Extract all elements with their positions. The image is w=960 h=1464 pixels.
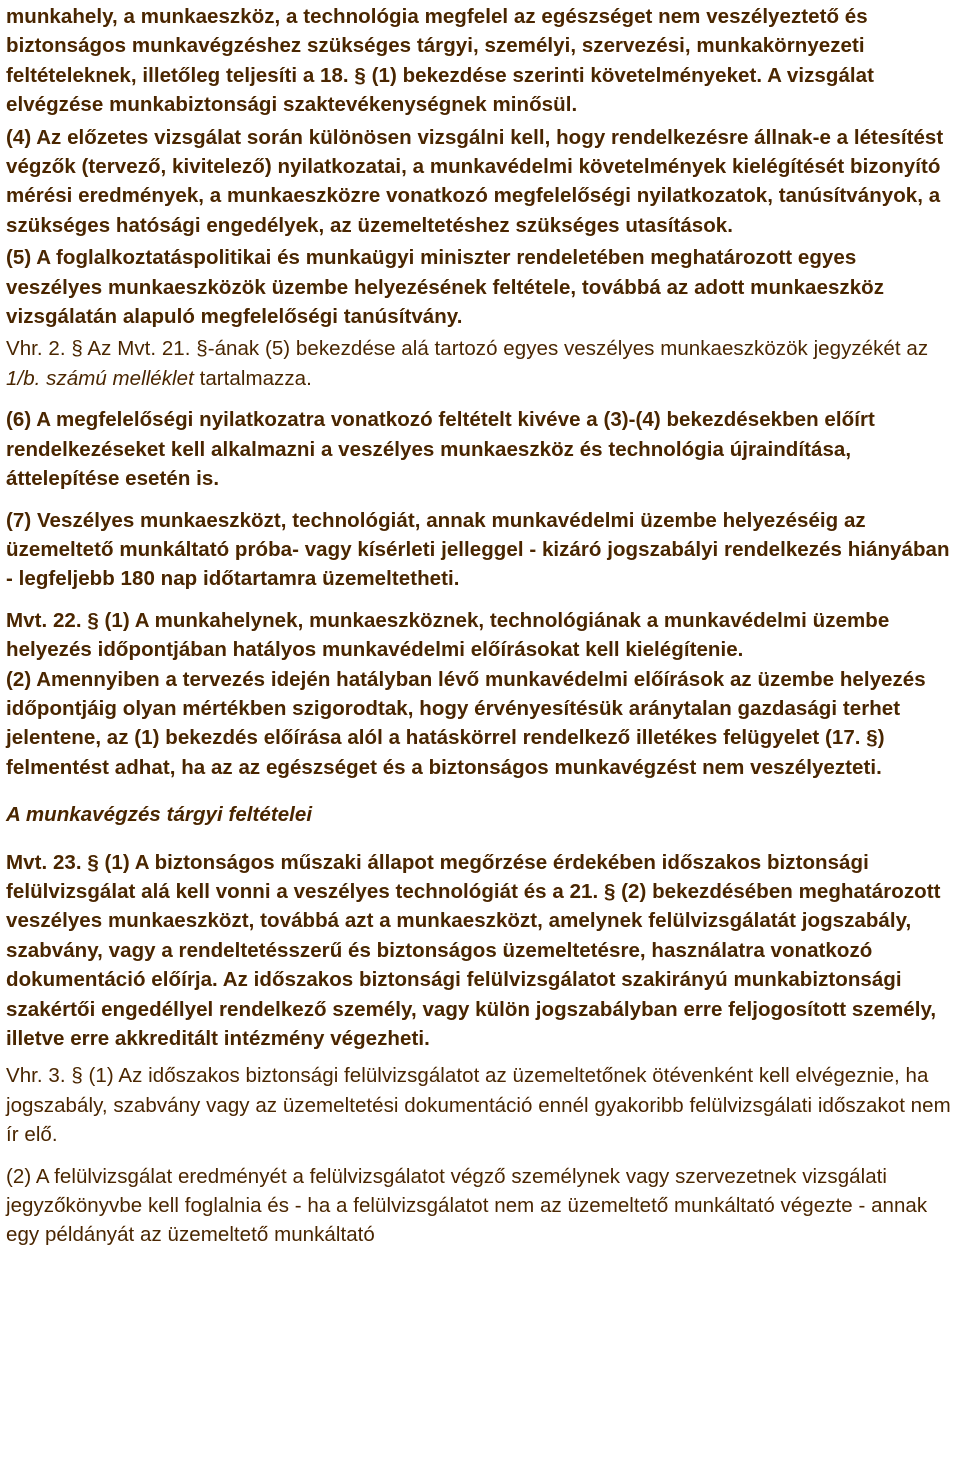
paragraph-4: (4) Az előzetes vizsgálat során különösen vizsgálni kell, hogy rendelkezésre állnak-e a létesítést végzők (tervező, kivitelező) nyilatkozatai, a munkavédelmi követelmények kielégítését bizonyító mérési eredmények, a munkaeszközre vonatkozó megfelelőségi nyilatkozatok, tanúsítványok, a szükséges hatósági engedélyek, az üzemeltetéshez szükséges utasítások. [6, 125, 944, 237]
paragraph-vhr-3-2: (2) A felülvizsgálat eredményét a felülvizsgálatot végző személynek vagy szervezetnek vizsgálati jegyzőkönyvbe kell foglalnia és - ha a felülvizsgálatot nem az üzemeltető munkáltató végezte - annak egy példányát az üzemeltető munkáltató [6, 1164, 928, 1247]
paragraph-6: (6) A megfelelőségi nyilatkozatra vonatkozó feltételt kivéve a (3)-(4) bekezdésekben előírt rendelkezéseket kell alkalmazni a veszélyes munkaeszköz és technológia újraindítása, áttelepítése esetén is. [6, 408, 875, 491]
annex-reference: 1/b. számú melléklet [6, 366, 194, 390]
paragraph-5: (5) A foglalkoztatáspolitikai és munkaügyi miniszter rendeletében meghatározott egyes veszélyes munkaeszközök üzembe helyezésének feltétele, továbbá az adott munkaeszköz vizsgálatán alapuló megfelelőségi tanúsítvány. [6, 246, 885, 329]
paragraph-intro: munkahely, a munkaeszköz, a technológia megfelel az egészséget nem veszélyeztető és biztonságos munkavégzéshez szükséges tárgyi, személyi, szervezési, munkakörnyezeti feltételeknek, illetőleg teljesíti a 18. § (1) bekezdése szerinti követelményeket. A vizsgálat elvégzése munkabiztonsági szaktevékenységnek minősül. [6, 5, 874, 117]
vhr-2-text: Vhr. 2. § Az Mvt. 21. §-ának (5) bekezdése alá tartozó egyes veszélyes munkaeszközök jegyzékét az [6, 337, 929, 361]
paragraph-7: (7) Veszélyes munkaeszközt, technológiát, annak munkavédelmi üzembe helyezéséig az üzemeltető munkáltató próba- vagy kísérleti jelleggel - kizáró jogszabályi rendelkezés hiányában - legfeljebb 180 nap időtartamra üzemeltetheti. [6, 508, 950, 591]
vhr-2-tail: tartalmazza. [193, 366, 312, 390]
paragraph-mvt-22-2: (2) Amennyiben a tervezés idején hatályban lévő munkavédelmi előírások az üzembe helyezés időpontjáig olyan mértékben szigorodtak, hogy érvényesítésük aránytalan gazdasági terhet jelentene, az (1) bekezdés előírása alól a hatáskörrel rendelkező illetékes felügyelet (17. §) felmentést adhat, ha az az egészséget és a biztonságos munkavégzést nem veszélyezteti. [6, 667, 926, 779]
paragraph-vhr-2 [6, 334, 954, 393]
section-heading: A munkavégzés tárgyi feltételei [6, 803, 313, 827]
paragraph-vhr-3: Vhr. 3. § (1) Az időszakos biztonsági felülvizsgálatot az üzemeltetőnek ötévenként kell elvégeznie, ha jogszabály, szabvány vagy az üzemeltetési dokumentáció ennél gyakoribb felülvizsgálati időszakot nem ír elő. [6, 1064, 951, 1147]
paragraph-mvt-23: Mvt. 23. § (1) A biztonságos műszaki állapot megőrzése érdekében időszakos biztonsági felülvizsgálat alá kell vonni a veszélyes technológiát és a 21. § (2) bekezdésében meghatározott veszélyes munkaeszközt, továbbá azt a munkaeszközt, amelynek felülvizsgálatát jogszabály, szabvány, vagy a rendeltetésszerű és biztonságos üzemeltetésre, használatra vonatkozó dokumentáció előírja. Az időszakos biztonsági felülvizsgálatot szakirányú munkabiztonsági szakértői engedéllyel rendelkező személy, vagy külön jogszabályban erre feljogosított személy, illetve erre akkreditált intézmény végezheti. [6, 850, 941, 1050]
paragraph-mvt-22: Mvt. 22. § (1) A munkahelynek, munkaeszköznek, technológiának a munkavédelmi üzembe helyezés időpontjában hatályos munkavédelmi előírásokat kell kielégítenie. [6, 608, 890, 662]
